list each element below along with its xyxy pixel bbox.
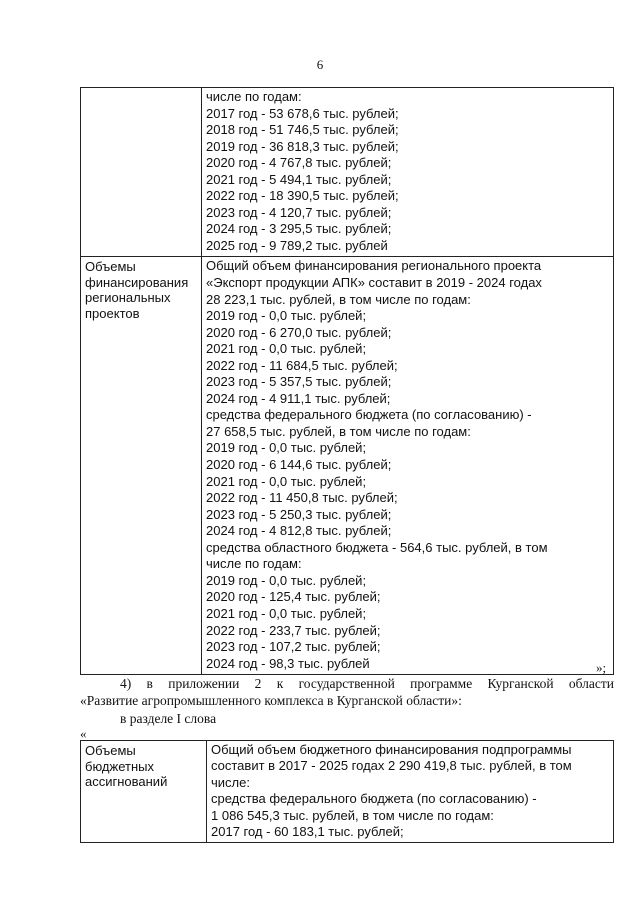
- text-line: 2018 год - 51 746,5 тыс. рублей;: [206, 122, 399, 138]
- text-line: 2019 год - 0,0 тыс. рублей;: [206, 440, 367, 456]
- text-line: 2020 год - 6 144,6 тыс. рублей;: [206, 457, 392, 473]
- text-line: 2022 год - 11 450,8 тыс. рублей;: [206, 490, 398, 506]
- regional-project-financing: [202, 257, 613, 674]
- text-line: Общий объем бюджетного финансирования подпрограммы: [211, 742, 572, 757]
- label-cell: [81, 257, 202, 675]
- text-line: числе по годам:: [206, 556, 302, 572]
- text-line: 2022 год - 18 390,5 тыс. рублей;: [206, 188, 399, 204]
- text-line: 27 658,5 тыс. рублей, в том числе по годам:: [206, 423, 471, 439]
- text-line: числе:: [211, 774, 250, 790]
- table-row: [81, 88, 614, 257]
- text-line: 2019 год - 0,0 тыс. рублей;: [206, 572, 367, 588]
- paragraph-line-2: «Развитие агропромышленного комплекса в Курганской области»:: [80, 693, 462, 708]
- text-line: 2024 год - 4 812,8 тыс. рублей;: [206, 523, 392, 539]
- paragraph-line-1: 4) в приложении 2 к государственной программе Курганской области: [120, 676, 614, 691]
- text-line: 2023 год - 5 250,3 тыс. рублей;: [206, 506, 392, 522]
- budget-table-2: [80, 740, 614, 843]
- paragraph-line-3: в разделе I слова: [120, 711, 217, 726]
- text-line: 2022 год - 233,7 тыс. рублей;: [206, 622, 381, 638]
- text-line: 1 086 545,3 тыс. рублей, в том числе по годам:: [211, 807, 494, 823]
- text-line: 2020 год - 4 767,8 тыс. рублей;: [206, 155, 392, 171]
- text-line: «Экспорт продукции АПК» составит в 2019 - 2024 годах: [206, 275, 542, 291]
- text-line: 2021 год - 5 494,1 тыс. рублей;: [206, 171, 392, 187]
- page-number: 6: [316, 57, 324, 72]
- value-cell: [202, 257, 614, 675]
- text-line: 2024 год - 3 295,5 тыс. рублей;: [206, 221, 392, 237]
- text-line: 28 223,1 тыс. рублей, в том числе по годам:: [206, 291, 471, 307]
- text-line: Объемы: [85, 743, 136, 758]
- label-cell: [81, 741, 207, 843]
- text-line: составит в 2017 - 2025 годах 2 290 419,8 тыс. рублей, в том: [211, 758, 572, 774]
- text-line: 2017 год - 53 678,6 тыс. рублей;: [206, 105, 399, 121]
- row-label: [81, 257, 201, 323]
- text-line: 2023 год - 107,2 тыс. рублей;: [206, 639, 381, 655]
- opening-quote: «: [80, 726, 87, 741]
- text-line: 2023 год - 5 357,5 тыс. рублей;: [206, 374, 392, 390]
- row-label: [81, 741, 206, 792]
- table-row: [81, 257, 614, 675]
- table-row: [81, 741, 614, 843]
- text-line: бюджетных: [85, 758, 154, 774]
- budget-allocations: [207, 741, 613, 842]
- text-line: числе по годам:: [206, 89, 302, 104]
- text-line: региональных: [85, 290, 171, 306]
- label-cell-empty: [81, 88, 202, 257]
- yearly-amounts: [202, 88, 613, 256]
- text-line: ассигнований: [85, 774, 168, 789]
- text-line: 2022 год - 11 684,5 тыс. рублей;: [206, 357, 398, 373]
- text-line: 2019 год - 0,0 тыс. рублей;: [206, 308, 367, 324]
- text-line: 2024 год - 98,3 тыс. рублей: [206, 655, 370, 671]
- text-line: 2020 год - 6 270,0 тыс. рублей;: [206, 324, 392, 340]
- text-line: финансирования: [85, 274, 189, 290]
- text-line: 2021 год - 0,0 тыс. рублей;: [206, 341, 367, 357]
- text-line: средства федерального бюджета (по согласованию) -: [206, 407, 532, 423]
- text-line: средства федерального бюджета (по согласованию) -: [211, 791, 537, 807]
- value-cell: [207, 741, 614, 843]
- text-line: 2017 год - 60 183,1 тыс. рублей;: [211, 823, 404, 839]
- budget-table-1: [80, 87, 614, 675]
- value-cell: [202, 88, 614, 257]
- text-line: Общий объем финансирования регионального проекта: [206, 258, 542, 274]
- text-line: 2021 год - 0,0 тыс. рублей;: [206, 473, 367, 489]
- text-line: 2020 год - 125,4 тыс. рублей;: [206, 589, 381, 605]
- text-line: проектов: [85, 305, 140, 321]
- text-line: Объемы: [85, 259, 136, 275]
- text-line: 2021 год - 0,0 тыс. рублей;: [206, 605, 367, 621]
- text-line: 2025 год - 9 789,2 тыс. рублей: [206, 237, 388, 253]
- text-line: 2024 год - 4 911,1 тыс. рублей;: [206, 390, 391, 406]
- closing-quote: »;: [596, 660, 607, 675]
- text-line: 2019 год - 36 818,3 тыс. рублей;: [206, 138, 399, 154]
- text-line: средства областного бюджета - 564,6 тыс. рублей, в том: [206, 539, 548, 555]
- text-line: 2023 год - 4 120,7 тыс. рублей;: [206, 204, 392, 220]
